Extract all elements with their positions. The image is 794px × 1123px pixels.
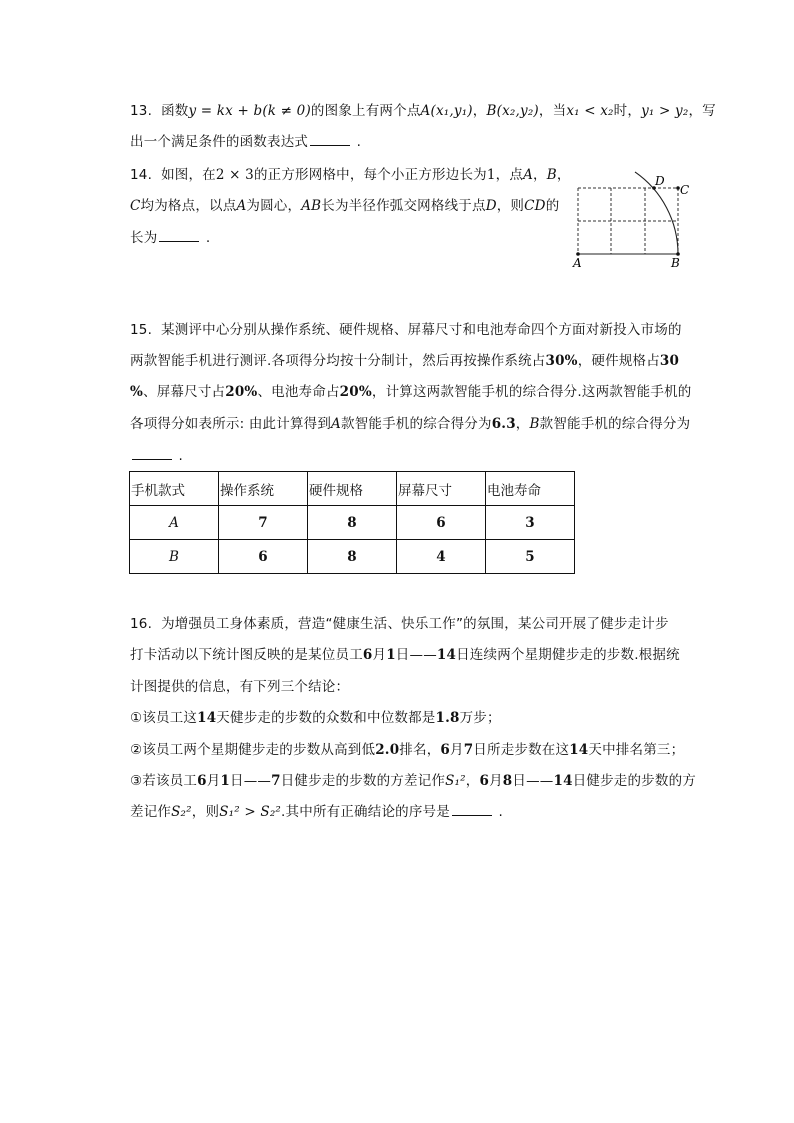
q16-text: 日—— — [230, 773, 272, 789]
q15-line-5 — [130, 446, 183, 466]
q15-weight: % — [130, 384, 144, 400]
q14-text: ，则 — [496, 198, 525, 214]
q16-text: 排名， — [399, 742, 441, 758]
q15-text: 、电池寿命占 — [257, 384, 340, 400]
q16-number-value: 1.8 — [435, 710, 460, 726]
q15-text: 两款智能手机进行测评.各项得分均按十分制计，然后再按操作系统占 — [130, 353, 546, 369]
q13-text: 的图象上有两个点 — [310, 103, 421, 119]
q16-line-7 — [130, 802, 503, 822]
q13-line-1 — [130, 101, 716, 121]
q15-text: 款智能手机的综合得分为 — [341, 416, 492, 432]
q16-text: 月 — [372, 647, 387, 663]
label-c: C — [680, 183, 690, 197]
answer-blank[interactable] — [159, 229, 199, 242]
q16-text: ，则 — [191, 804, 220, 820]
q15-score: 6.3 — [491, 416, 516, 432]
q16-text: 万步； — [459, 710, 501, 726]
q14-text: 的正方形网格中，每个小正方形边长为 — [253, 167, 487, 183]
q16-text: .其中所有正确结论的序号是 — [281, 804, 450, 820]
q14-text: 的 — [545, 198, 560, 214]
table-header: 电池寿命 — [486, 472, 575, 506]
table-cell: A — [130, 506, 219, 540]
q15-line-4 — [130, 414, 690, 434]
q16-line-3 — [130, 677, 349, 697]
q14-segment-ab: AB — [301, 198, 322, 214]
q14-point-label: C — [130, 198, 141, 214]
table-row — [130, 540, 575, 574]
q14-segment-cd: CD — [524, 198, 546, 214]
table-header-row — [130, 472, 575, 506]
q15-weight: 20% — [225, 384, 258, 400]
q16-text: 日健步走的步数的方差记作 — [280, 773, 446, 789]
q15-text: ，计算这两款智能手机的综合得分.这两款智能手机的 — [371, 384, 692, 400]
q15-end: . — [178, 448, 183, 464]
table-cell: 8 — [308, 540, 397, 574]
table-cell: 8 — [308, 506, 397, 540]
q16-text: 计图提供的信息，有下列三个结论： — [130, 679, 350, 695]
answer-blank[interactable] — [452, 803, 492, 816]
q15-weight: 20% — [339, 384, 372, 400]
q16-text: 日连续两个星期健步走的步数.根据统 — [456, 647, 680, 663]
q13-text: 函数 — [161, 103, 189, 119]
q16-text: 日—— — [395, 647, 437, 663]
q16-conclusion-3 — [130, 771, 696, 791]
q14-point-label: D — [485, 198, 497, 214]
q14-side-length: 1 — [486, 167, 496, 183]
table-cell: 7 — [219, 506, 308, 540]
q14-text: 长为 — [130, 230, 158, 246]
q14-grid-figure — [568, 166, 688, 272]
q15-text: 各项得分如表所示: 由此计算得到 — [130, 416, 332, 432]
q13-text: ， — [472, 103, 487, 119]
answer-blank[interactable] — [310, 133, 350, 146]
q16-text: 差记作 — [130, 804, 172, 820]
q15-model-label: B — [529, 416, 540, 432]
q16-conclusion-2 — [130, 740, 684, 760]
q14-text: 均为格点，以点 — [140, 198, 237, 214]
q16-text: 日—— — [512, 773, 554, 789]
q14-line-1 — [130, 165, 571, 185]
q16-number-value: 2.0 — [375, 742, 400, 758]
table-header: 屏幕尺寸 — [397, 472, 486, 506]
q14-end: . — [205, 230, 211, 246]
q16-text: 为增强员工身体素质，营造“健康生活、快乐工作”的氛围，某公司开展了健步走计步 — [161, 616, 669, 632]
q14-text: ， — [533, 167, 547, 183]
q16-number-value: 7 — [463, 742, 474, 758]
q15-line-3 — [130, 382, 691, 402]
q14-grid-size: 2 × 3 — [215, 167, 254, 183]
q16-text: 月 — [489, 773, 503, 789]
q14-text: 如图，在 — [161, 167, 216, 183]
q16-number-value: 1 — [386, 647, 396, 663]
table-cell: 6 — [397, 506, 486, 540]
table-cell: 3 — [486, 506, 575, 540]
q16-number-value: 8 — [502, 773, 513, 789]
q16-text: 日健步走的步数的方 — [572, 773, 696, 789]
q16-number-value: 7 — [271, 773, 281, 789]
q16-end: . — [498, 804, 503, 820]
q15-number: 15. — [130, 322, 153, 338]
label-a: A — [573, 256, 582, 270]
q15-text: 某测评中心分别从操作系统、硬件规格、屏幕尺寸和电池寿命四个方面对新投入市场的 — [161, 322, 682, 338]
q16-text: 日所走步数在这 — [473, 742, 570, 758]
q15-model-label: A — [331, 416, 341, 432]
q13-point-a: A(x₁,y₁) — [420, 103, 473, 119]
q16-text: ③若该员工 — [130, 773, 198, 789]
label-b: B — [671, 256, 680, 270]
q15-weight: 30 — [659, 353, 680, 369]
q13-point-b: B(x₂,y₂) — [486, 103, 539, 119]
q16-variance-s1: S₁² — [445, 773, 466, 789]
q14-text: 为圆心， — [246, 198, 302, 214]
q16-line-1 — [130, 614, 669, 634]
table-cell: B — [130, 540, 219, 574]
q13-number: 13. — [130, 103, 153, 119]
q13-text: 时， — [613, 103, 642, 119]
q14-text: ，点 — [495, 167, 524, 183]
q16-number-value: 14 — [197, 710, 217, 726]
q15-text: 款智能手机的综合得分为 — [539, 416, 691, 432]
q16-number-value: 6 — [479, 773, 490, 789]
q16-variance-s2: S₂² — [171, 804, 192, 820]
q14-point-label: A — [523, 167, 534, 183]
table-cell: 6 — [219, 540, 308, 574]
q13-text: 出一个满足条件的函数表达式 — [130, 134, 309, 150]
q14-text: 长为半径作弧交网格线于点 — [321, 198, 486, 214]
table-header: 手机款式 — [130, 472, 219, 506]
q14-line-2 — [130, 196, 559, 216]
q13-end: . — [356, 134, 362, 150]
answer-blank[interactable] — [132, 447, 172, 460]
q15-text: ， — [515, 416, 530, 432]
q13-text: ，写 — [688, 103, 716, 119]
q13-condition-x: x₁ < x₂ — [566, 103, 614, 119]
q13-text: ，当 — [538, 103, 567, 119]
label-d: D — [655, 174, 665, 188]
q14-point-label: B — [546, 167, 557, 183]
q13-line-2 — [130, 132, 361, 152]
q16-number-value: 14 — [553, 773, 573, 789]
table-cell: 5 — [486, 540, 575, 574]
q15-weight: 30% — [545, 353, 578, 369]
score-table — [129, 471, 575, 574]
q14-text: ， — [556, 167, 571, 183]
q15-line-2 — [130, 351, 679, 371]
q14-line-3 — [130, 228, 210, 248]
q13-condition-y: y₁ > y₂ — [641, 103, 689, 119]
q16-number-value: 14 — [436, 647, 457, 663]
q16-number-value: 14 — [569, 742, 589, 758]
q16-conclusion-1 — [130, 708, 501, 728]
q16-number-value: 1 — [220, 773, 230, 789]
q16-number-value: 6 — [197, 773, 207, 789]
q16-inequality: S₁² > S₂² — [219, 804, 282, 820]
q14-point-label: A — [236, 198, 247, 214]
q16-text: 月 — [450, 742, 464, 758]
q16-text: 天中排名第三； — [588, 742, 685, 758]
q13-formula: y = kx + b(k ≠ 0) — [188, 103, 311, 119]
table-cell: 4 — [397, 540, 486, 574]
q15-text: ，硬件规格占 — [577, 353, 660, 369]
table-row — [130, 506, 575, 540]
q16-text: ， — [465, 773, 480, 789]
q16-text: ②该员工两个星期健步走的步数从高到低 — [130, 742, 376, 758]
q16-text: 打卡活动以下统计图反映的是某位员工 — [130, 647, 363, 663]
q16-text: 月 — [206, 773, 221, 789]
table-header: 硬件规格 — [308, 472, 397, 506]
q16-number: 16. — [130, 616, 153, 632]
q14-number: 14. — [130, 167, 153, 183]
q15-text: 、屏幕尺寸占 — [143, 384, 226, 400]
q16-number-value: 6 — [362, 647, 373, 663]
q16-line-2 — [130, 645, 680, 665]
q16-text: ①该员工这 — [130, 710, 198, 726]
q15-line-1 — [130, 320, 682, 340]
table-header: 操作系统 — [219, 472, 308, 506]
q16-number-value: 6 — [440, 742, 450, 758]
q16-text: 天健步走的步数的众数和中位数都是 — [216, 710, 436, 726]
